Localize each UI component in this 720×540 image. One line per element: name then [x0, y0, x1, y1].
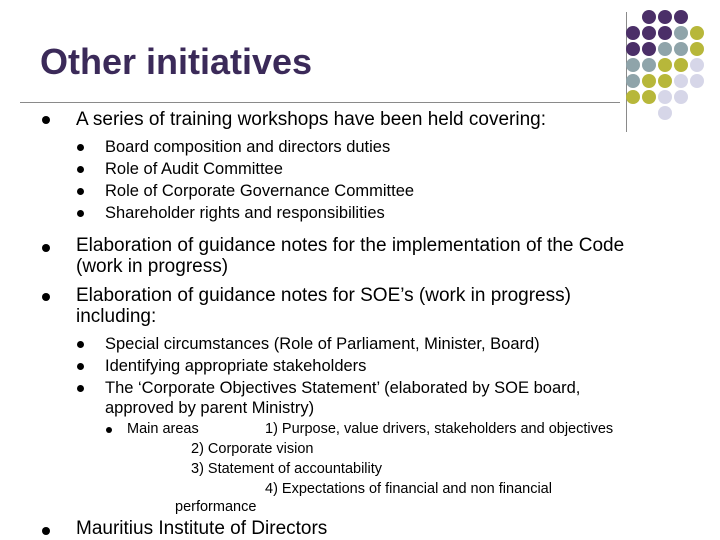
bullet-guidance-soe-cont: including: [76, 306, 157, 327]
dot [658, 42, 672, 56]
dot [658, 106, 672, 120]
decorative-dot-grid [640, 10, 720, 120]
bullet-icon [77, 385, 84, 392]
main-areas-line-5: performance [175, 499, 257, 515]
dot [642, 90, 656, 104]
dot [690, 42, 704, 56]
bullet-guidance-code: Elaboration of guidance notes for the implementation of the Code [76, 235, 625, 256]
bullet-guidance-code-cont: (work in progress) [76, 256, 229, 277]
bullet-icon [77, 166, 84, 173]
dot [642, 26, 656, 40]
bullet-icon [77, 188, 84, 195]
sub-bullet-governance-committee: Role of Corporate Governance Committee [105, 182, 415, 200]
bullet-icon [42, 116, 50, 124]
dot [674, 74, 688, 88]
dot [674, 90, 688, 104]
dot [626, 42, 640, 56]
dot [674, 26, 688, 40]
dot [626, 74, 640, 88]
bullet-icon [77, 144, 84, 151]
bullet-mauritius-institute: Mauritius Institute of Directors [76, 518, 328, 539]
dot [658, 26, 672, 40]
sub-bullet-stakeholders: Identifying appropriate stakeholders [105, 357, 367, 375]
slide-title: Other initiatives [40, 41, 313, 82]
sub-bullet-objectives-statement-cont: approved by parent Ministry) [105, 399, 315, 417]
sub-bullet-objectives-statement: The ‘Corporate Objectives Statement’ (elaborated by SOE board, [105, 379, 581, 397]
dot [626, 26, 640, 40]
bullet-icon [106, 427, 112, 433]
dot [642, 58, 656, 72]
bullet-training-workshops: A series of training workshops have been held covering: [76, 109, 546, 130]
dot [674, 10, 688, 24]
bullet-icon [77, 341, 84, 348]
sub-sub-bullet-main-areas: Main areas [127, 421, 199, 437]
dot [626, 58, 640, 72]
bullet-icon [77, 363, 84, 370]
dot [690, 26, 704, 40]
dot [658, 90, 672, 104]
dot [674, 42, 688, 56]
sub-bullet-audit-committee: Role of Audit Committee [105, 160, 283, 178]
title-underline [20, 102, 620, 103]
main-areas-line-4: 4) Expectations of financial and non financial [265, 481, 552, 497]
sub-bullet-special-circumstances: Special circumstances (Role of Parliament, Minister, Board) [105, 335, 540, 353]
sub-bullet-shareholder-rights: Shareholder rights and responsibilities [105, 204, 385, 222]
dot [658, 74, 672, 88]
dot [674, 58, 688, 72]
dot [642, 10, 656, 24]
bullet-icon [42, 527, 50, 535]
bullet-icon [42, 293, 50, 301]
bullet-guidance-soe: Elaboration of guidance notes for SOE’s (work in progress) [76, 285, 571, 306]
main-areas-line-2: 2) Corporate vision [191, 441, 314, 457]
dot [642, 42, 656, 56]
dot [690, 74, 704, 88]
dot [658, 58, 672, 72]
main-areas-line-1: 1) Purpose, value drivers, stakeholders and objectives [265, 421, 614, 437]
bullet-icon [42, 244, 50, 252]
sub-bullet-board-composition: Board composition and directors duties [105, 138, 391, 156]
bullet-icon [77, 210, 84, 217]
dot [626, 90, 640, 104]
dot [642, 74, 656, 88]
main-areas-line-3: 3) Statement of accountability [191, 461, 383, 477]
dot [690, 58, 704, 72]
dot [658, 10, 672, 24]
